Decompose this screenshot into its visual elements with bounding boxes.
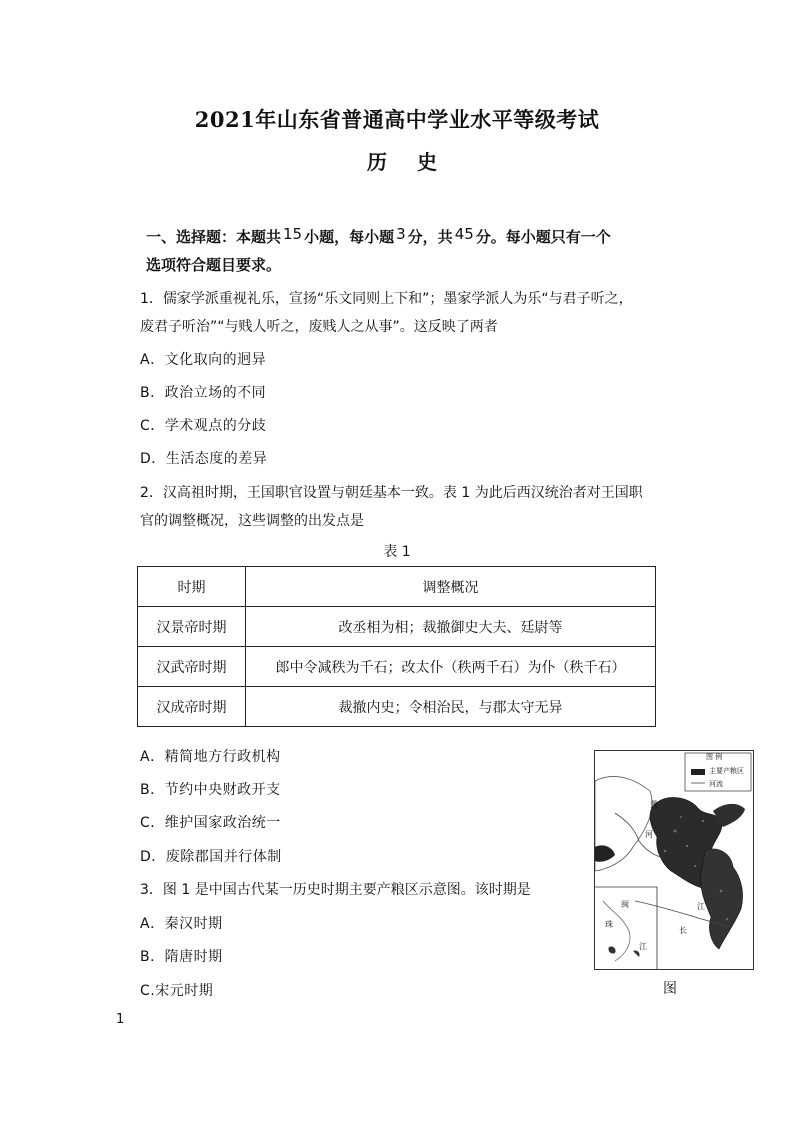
- q2-option-d[interactable]: D．废除郡国并行体制: [140, 849, 282, 865]
- map-label: 河: [645, 830, 653, 839]
- table-cell-summary: 郎中令减秩为千石；改太仆（秩两千石）为仆（秩千石）: [246, 647, 656, 687]
- map-label: 黄: [650, 800, 658, 809]
- q1-option-c[interactable]: C．学术观点的分歧: [140, 418, 267, 434]
- q1-option-a[interactable]: A．文化取向的迥异: [140, 352, 267, 368]
- table-header-row: [138, 567, 656, 607]
- table-row: [138, 647, 656, 687]
- legend-title: 图 例: [706, 753, 723, 761]
- section-mid2: 分，共: [407, 228, 453, 246]
- table-header-period: 时期: [138, 567, 246, 607]
- section-suffix: 分。每小题只有一个: [475, 228, 611, 246]
- section-instructions-line2: 选项符合题目要求。: [146, 256, 282, 274]
- map-label: 长: [679, 926, 687, 935]
- grain-region-map: [594, 750, 754, 970]
- q2-option-c[interactable]: C．维护国家政治统一: [140, 815, 281, 831]
- q2-option-a[interactable]: A．精简地方行政机构: [140, 749, 281, 765]
- map-label: 江: [697, 902, 705, 911]
- table-cell-period: 汉武帝时期: [138, 647, 246, 687]
- table-caption: 表 1: [383, 544, 411, 560]
- map-label: 珠: [605, 920, 613, 929]
- legend-grain-label: 主要产粮区: [709, 767, 744, 775]
- figure-label: 图: [663, 981, 677, 997]
- q1-stem-line2: 废君子听治”“与贱人听之，废贱人之从事”。这反映了两者: [140, 319, 498, 335]
- total-points: 45: [454, 225, 474, 243]
- exam-title: 2021年山东省普通高中学业水平等级考试: [194, 107, 600, 132]
- q2-stem-line1: 2．汉高祖时期，王国职官设置与朝廷基本一致。表 1 为此后西汉统治者对王国职: [140, 485, 643, 501]
- q2-stem-line2: 官的调整概况，这些调整的出发点是: [140, 513, 364, 529]
- table-cell-summary: 裁撤内史；令相治民，与郡太守无异: [246, 687, 656, 727]
- section-instructions: [146, 226, 611, 247]
- map-label: 闽: [621, 900, 629, 909]
- section-prefix: 一、选择题：本题共: [146, 228, 282, 246]
- page-number: 1: [116, 1012, 125, 1027]
- q3-option-c[interactable]: C.宋元时期: [140, 983, 214, 999]
- q3-option-a[interactable]: A．秦汉时期: [140, 916, 223, 932]
- question-count: 15: [283, 225, 303, 243]
- q1-stem-line1: 1．儒家学派重视礼乐，宣扬“乐文同则上下和”；墨家学派人为乐“与君子听之，: [140, 291, 633, 307]
- table-cell-period: 汉成帝时期: [138, 687, 246, 727]
- q1-option-b[interactable]: B．政治立场的不同: [140, 385, 267, 401]
- official-adjustment-table: [137, 566, 656, 727]
- q2-option-b[interactable]: B．节约中央财政开支: [140, 782, 281, 798]
- legend-river-label: 河流: [709, 780, 723, 788]
- table-cell-period: 汉景帝时期: [138, 607, 246, 647]
- table-cell-summary: 改丞相为相；裁撤御史大夫、廷尉等: [246, 607, 656, 647]
- points-per-question: 3: [396, 225, 406, 243]
- q3-option-b[interactable]: B．隋唐时期: [140, 949, 223, 965]
- map-graphic: [595, 751, 753, 969]
- table-row: [138, 607, 656, 647]
- table-row: [138, 687, 656, 727]
- subject-title: 历史: [367, 150, 467, 174]
- table-header-summary: 调整概况: [246, 567, 656, 607]
- q1-option-d[interactable]: D．生活态度的差异: [140, 451, 268, 467]
- section-mid1: 小题，每小题: [304, 228, 395, 246]
- q3-stem-line1: 3．图 1 是中国古代某一历史时期主要产粮区示意图。该时期是: [140, 882, 531, 898]
- map-label: 江: [639, 942, 647, 951]
